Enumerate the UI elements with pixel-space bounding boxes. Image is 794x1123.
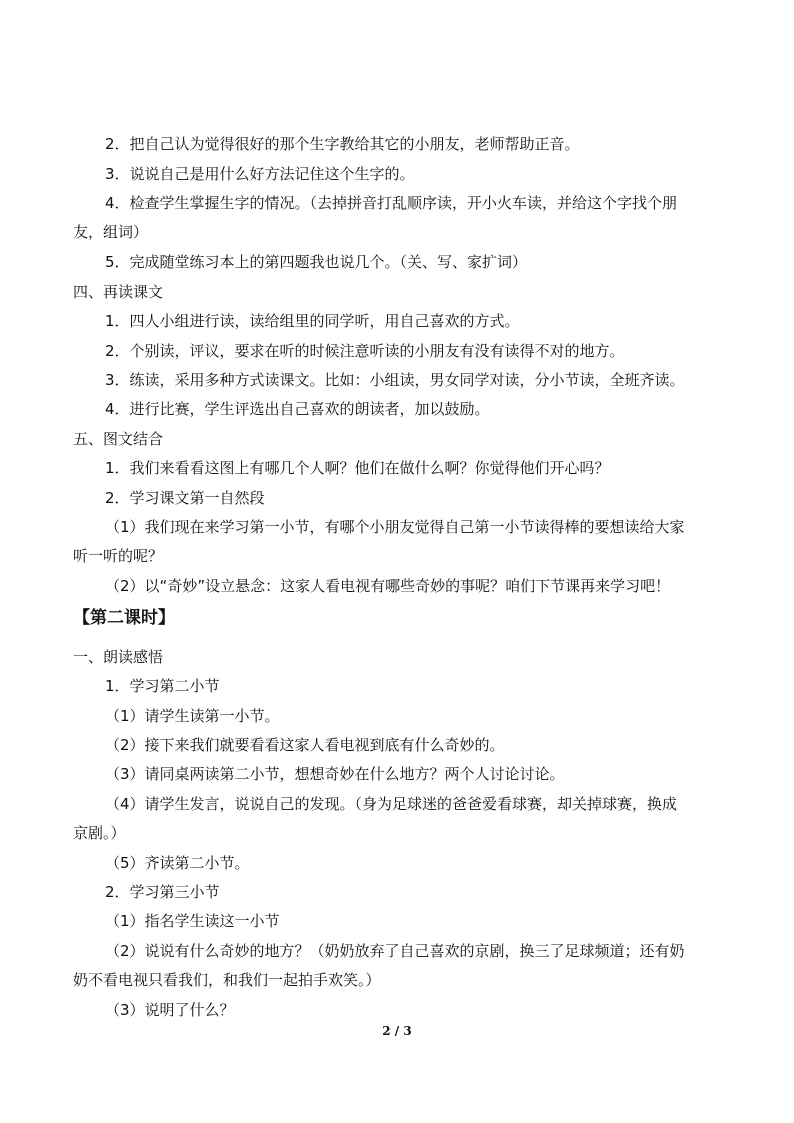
- text-line: （1）请学生读第一小节。: [105, 707, 280, 725]
- text-line: 京剧。）: [73, 824, 126, 842]
- section-heading: 一、朗读感悟: [73, 648, 164, 666]
- text-line: 友，组词）: [73, 223, 149, 241]
- text-line: 2．学习课文第一自然段: [105, 489, 265, 507]
- text-line: （2）以“奇妙”设立悬念：这家人看电视有哪些奇妙的事呢？咱们下节课再来学习吧！: [105, 577, 671, 595]
- text-line: 奶不看电视只看我们，和我们一起拍手欢笑。）: [73, 971, 381, 989]
- text-line: 4．进行比赛，学生评选出自己喜欢的朗读者，加以鼓励。: [105, 400, 490, 418]
- text-line: 2．学习第三小节: [105, 883, 220, 901]
- text-line: 1．我们来看看这图上有哪几个人啊？他们在做什么啊？你觉得他们开心吗？: [105, 459, 610, 477]
- text-line: 2．个别读，评议，要求在听的时候注意听读的小朋友有没有读得不对的地方。: [105, 342, 625, 360]
- text-line: （5）齐读第二小节。: [105, 854, 250, 872]
- text-line: 5．完成随堂练习本上的第四题我也说几个。（关、写、家扩词）: [105, 253, 528, 271]
- text-line: 4．检查学生掌握生字的情况。（去掉拼音打乱顺序读，开小火车读，并给这个字找个朋: [105, 194, 678, 212]
- text-line: 3．说说自己是用什么好方法记住这个生字的。: [105, 165, 415, 183]
- text-line: （1）指名学生读这一小节: [105, 912, 280, 930]
- text-line: （1）我们现在来学习第一小节，有哪个小朋友觉得自己第一小节读得棒的要想读给大家: [105, 518, 685, 536]
- text-line: 3．练读，采用多种方式读课文。比如：小组读，男女同学对读，分小节读，全班齐读。: [105, 371, 685, 389]
- text-line: （4）请学生发言，说说自己的发现。（身为足球迷的爸爸爱看球赛，却关掉球赛，换成: [105, 795, 678, 813]
- text-line: （2）接下来我们就要看看这家人看电视到底有什么奇妙的。: [105, 736, 505, 754]
- text-line: （3）说明了什么？: [105, 1001, 235, 1019]
- page-number: 2 / 3: [382, 1024, 412, 1038]
- text-line: 听一听的呢？: [73, 547, 164, 565]
- text-line: （3）请同桌两读第二小节，想想奇妙在什么地方？两个人讨论讨论。: [105, 765, 565, 783]
- text-line: 1．四人小组进行读，读给组里的同学听，用自己喜欢的方式。: [105, 312, 520, 330]
- text-line: （2）说说有什么奇妙的地方？（奶奶放弃了自己喜欢的京剧，换三了足球频道；还有奶: [105, 942, 685, 960]
- lesson-heading: 【第二课时】: [73, 608, 175, 628]
- text-line: 2．把自己认为觉得很好的那个生字教给其它的小朋友，老师帮助正音。: [105, 135, 580, 153]
- text-line: 1．学习第二小节: [105, 677, 220, 695]
- section-heading: 五、图文结合: [73, 430, 164, 448]
- section-heading: 四、再读课文: [73, 283, 164, 301]
